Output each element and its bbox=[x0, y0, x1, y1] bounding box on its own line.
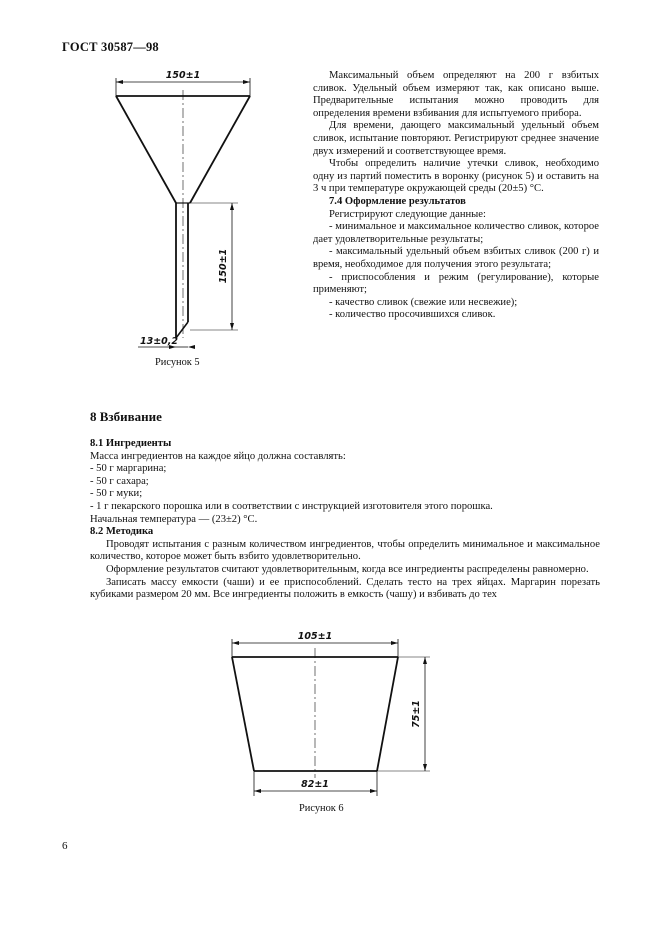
list-item: - минимальное и максимальное количество сливок, которое дает удовлетворительные результаты; bbox=[313, 221, 599, 245]
paragraph: Чтобы определить наличие утечки сливок, необходимо одну из партий поместить в воронку (рисунок 5) и оставить на 3 ч при температуре окружающей среды (20±5) °С. bbox=[313, 158, 599, 195]
list-item: - 50 г муки; bbox=[90, 488, 143, 500]
paragraph: Максимальный объем определяют на 200 г взбитых сливок. Удельный объем измеряют так, как описано выше. Предварительные испытания можно проводить для определения времени взбивания для испытуемого прибора. bbox=[313, 70, 599, 119]
figure-5-side-dimension: 150±1 bbox=[218, 248, 229, 284]
paragraph: Регистрируют следующие данные: bbox=[329, 208, 486, 220]
list-item: - 1 г пекарского порошка или в соответствии с инструкцией изготовителя этого порошка. bbox=[90, 500, 493, 512]
list-item: - приспособления и режим (регулирование), которые применяют; bbox=[313, 271, 599, 296]
section-heading-8-2: 8.2 Методика bbox=[90, 526, 154, 538]
figure-5-caption: Рисунок 5 bbox=[155, 357, 200, 368]
paragraph: Масса ингредиентов на каждое яйцо должна составлять: bbox=[90, 450, 346, 462]
list-item: - количество просочившихся сливок. bbox=[329, 309, 496, 321]
list-item: - 50 г маргарина; bbox=[90, 463, 167, 475]
figure-5-top-dimension: 150±1 bbox=[165, 70, 201, 81]
paragraph: Проводят испытания с разным количеством ингредиентов, чтобы определить минимальное и максимальное количество, которое может быть взбито удовлетворительно. bbox=[90, 538, 600, 563]
paragraph: Оформление результатов считают удовлетворительным, когда все ингредиенты распределены равномерно. bbox=[106, 563, 589, 575]
paragraph: Для времени, дающего максимальный удельный объем сливок, испытание повторяют. Регистрируют среднее значение двух измерений и соответствующее время. bbox=[313, 120, 599, 157]
figure-6-top-dimension: 105±1 bbox=[297, 631, 333, 642]
right-column bbox=[313, 70, 599, 322]
figure-6-caption: Рисунок 6 bbox=[299, 803, 344, 814]
paragraph: Записать массу емкости (чаши) и ее приспособлений. Сделать тесто на трех яйцах. Маргарин порезать кубиками размером 20 мм. Все ингредиенты положить в емкость (чашу) и взбивать до тех bbox=[90, 576, 600, 601]
paragraph: Начальная температура — (23±2) °С. bbox=[90, 513, 258, 525]
figure-6-side-dimension: 75±1 bbox=[411, 700, 422, 728]
figure-6-bottom-dimension: 82±1 bbox=[301, 779, 329, 790]
list-item: - максимальный удельный объем взбитых сливок (200 г) и время, необходимое для получения этого результата; bbox=[313, 246, 599, 270]
section-heading-7-4: 7.4 Оформление результатов bbox=[329, 195, 466, 207]
figure-5-funnel-drawing bbox=[110, 60, 270, 360]
list-item: - качество сливок (свежие или несвежие); bbox=[329, 296, 518, 308]
figure-6-bowl-drawing bbox=[225, 630, 440, 805]
list-item: - 50 г сахара; bbox=[90, 475, 149, 487]
section-8-body bbox=[90, 438, 600, 602]
page-number: 6 bbox=[62, 840, 68, 852]
section-title-8: 8 Взбивание bbox=[90, 409, 162, 424]
section-heading-8-1: 8.1 Ингредиенты bbox=[90, 438, 172, 449]
document-header: ГОСТ 30587—98 bbox=[62, 40, 159, 54]
figure-5-bottom-dimension: 13±0,2 bbox=[140, 336, 179, 347]
